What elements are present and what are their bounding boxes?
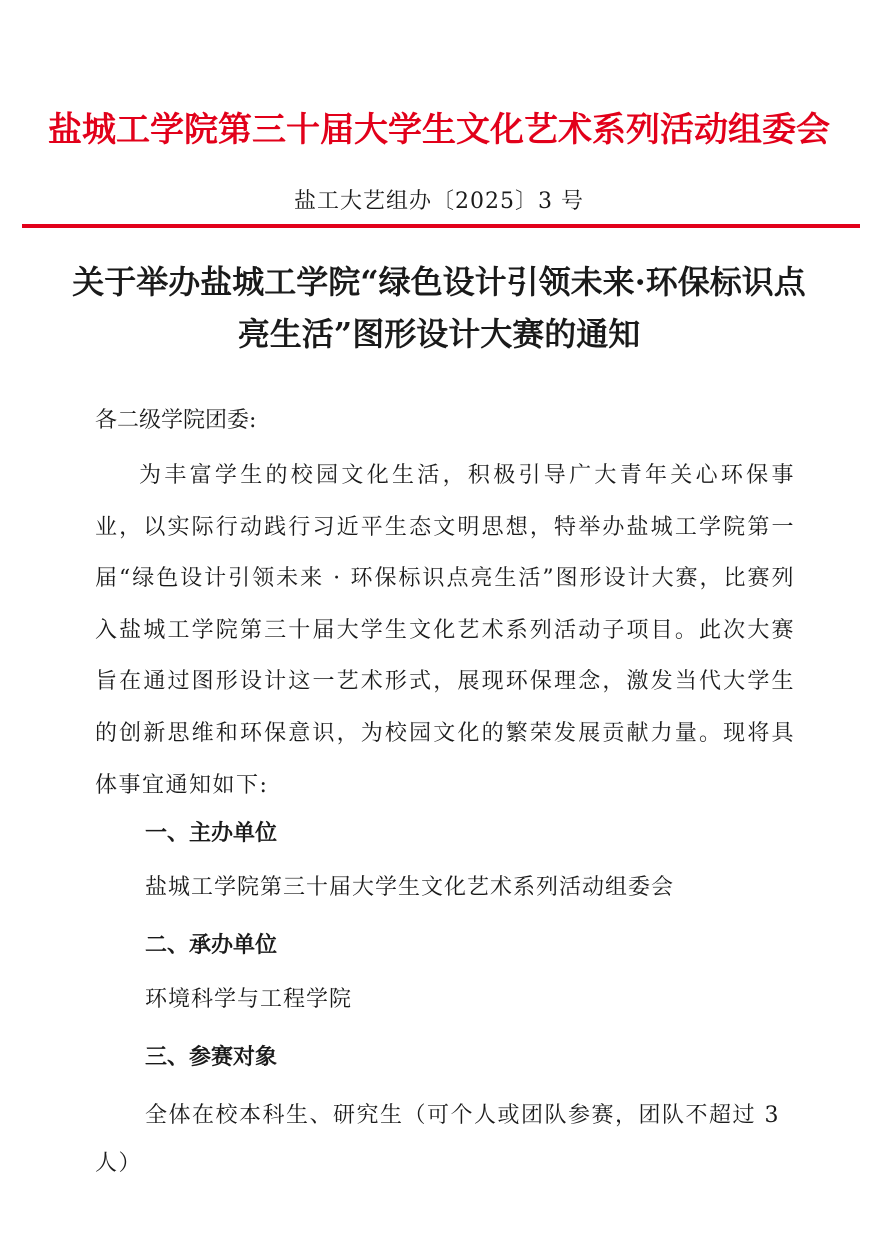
issuing-organization-header: 盐城工学院第三十届大学生文化艺术系列活动组委会 (48, 110, 830, 150)
document-number: 盐工大艺组办〔2025〕3 号 (294, 189, 584, 214)
salutation: 各二级学院团委: (95, 408, 257, 433)
section-content-organizer: 盐城工学院第三十届大学生文化艺术系列活动组委会 (145, 875, 675, 900)
intro-paragraph: 为丰富学生的校园文化生活，积极引导广大青年关心环保事业，以实际行动践行习近平生态文明思想，特举办盐城工学院第一届“绿色设计引领未来 · 环保标识点亮生活”图形设计大赛，比赛列入盐城工学院第三十届大学生文化艺术系列活动子项目。此次大赛旨在通过图形设计这一艺术形式，展现环保理念，激发当代大学生的创新思维和环保意识，为校园文化的繁荣发展贡献力量。现将具体事宜通知如下: (95, 463, 795, 798)
section-content-co-organizer: 环境科学与工程学院 (145, 987, 353, 1012)
section-heading-organizer: 一、主办单位 (145, 820, 278, 846)
section-heading-co-organizer: 二、承办单位 (145, 932, 278, 958)
section-heading-participants: 三、参赛对象 (145, 1044, 278, 1070)
red-divider-line (22, 224, 860, 228)
notice-title: 关于举办盐城工学院“绿色设计引领未来·环保标识点亮生活”图形设计大赛的通知 (72, 263, 806, 353)
section-content-participants: 全体在校本科生、研究生（可个人或团队参赛，团队不超过 3 人） (95, 1103, 780, 1176)
